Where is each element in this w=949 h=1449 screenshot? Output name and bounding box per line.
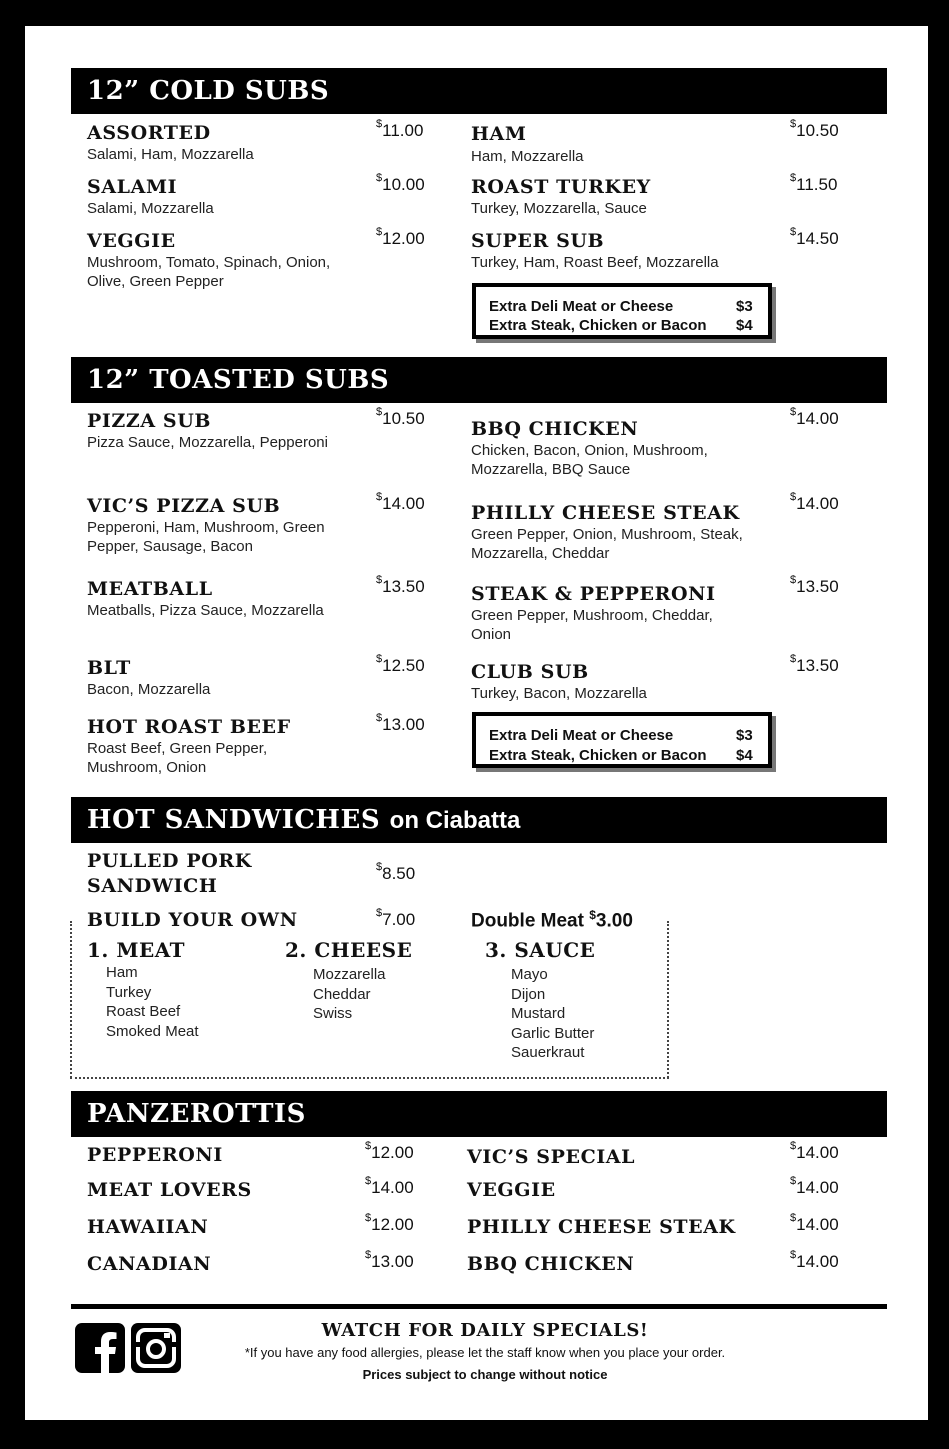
cold-subs-header xyxy=(71,68,887,114)
toasted-subs-header xyxy=(71,357,887,403)
menu-item-name: VEGGIE xyxy=(87,230,176,252)
menu-item-name: PULLED PORK xyxy=(87,850,252,872)
menu-item-price: $14.50 xyxy=(790,226,839,248)
allergy-notice: *If you have any food allergies, please let the staff know when you place your order. xyxy=(244,1345,726,1360)
menu-item-price: $14.00 xyxy=(790,1175,839,1197)
hot-sandwiches-header xyxy=(71,797,887,843)
option-item: Smoked Meat xyxy=(106,1022,199,1040)
double-meat-price: Double Meat $3.00 xyxy=(471,908,633,932)
menu-item-desc: Turkey, Ham, Roast Beef, Mozzarella xyxy=(471,254,719,271)
extra-price: $3 xyxy=(736,298,753,315)
menu-item-desc: Meatballs, Pizza Sauce, Mozzarella xyxy=(87,602,324,619)
cold-subs-title: 12” COLD SUBS xyxy=(87,76,330,106)
facebook-icon[interactable] xyxy=(75,1323,125,1373)
menu-item-desc: Chicken, Bacon, Onion, Mushroom, Mozzarella, BBQ Sauce xyxy=(471,442,708,478)
dotted-border-bottom xyxy=(70,1077,669,1079)
menu-item-price: $11.00 xyxy=(376,118,424,140)
menu-item-price: $12.00 xyxy=(376,226,425,248)
menu-item-desc: Turkey, Mozzarella, Sauce xyxy=(471,200,647,217)
menu-item-name: MEAT LOVERS xyxy=(87,1179,252,1201)
hot-sandwiches-subtitle: on Ciabatta xyxy=(389,807,521,834)
menu-item-desc: Roast Beef, Green Pepper, Mushroom, Onion xyxy=(87,740,268,776)
menu-item-name: SALAMI xyxy=(87,176,178,198)
menu-item-price: $10.50 xyxy=(790,118,839,140)
option-item: Mustard xyxy=(511,1005,566,1022)
extra-label: Extra Steak, Chicken or Bacon xyxy=(489,317,707,334)
panzerottis-header xyxy=(71,1091,887,1137)
toasted-subs-title: 12” TOASTED SUBS xyxy=(87,365,390,395)
menu-item-price: $13.00 xyxy=(376,712,425,734)
menu-item-price: $14.00 xyxy=(790,406,839,428)
menu-item-price: $14.00 xyxy=(365,1175,414,1197)
menu-item-name: BBQ CHICKEN xyxy=(471,418,639,440)
cheese-options xyxy=(313,965,386,1024)
sauce-options xyxy=(511,965,594,1063)
menu-item-name: ASSORTED xyxy=(87,122,211,144)
footer-divider xyxy=(71,1304,887,1309)
menu-item-name: CANADIAN xyxy=(87,1253,212,1275)
build-your-own-title: BUILD YOUR OWN xyxy=(87,909,298,931)
menu-item-price: $13.50 xyxy=(790,574,839,596)
menu-item-desc: Pizza Sauce, Mozzarella, Pepperoni xyxy=(87,434,328,451)
menu-item-desc: Ham, Mozzarella xyxy=(471,148,584,165)
menu-item-desc: Turkey, Bacon, Mozzarella xyxy=(471,685,647,702)
menu-item-name: MEATBALL xyxy=(87,578,213,600)
menu-item-price: $14.00 xyxy=(790,491,839,513)
menu-item-name: VIC’S PIZZA SUB xyxy=(87,495,281,517)
menu-item-name: BBQ CHICKEN xyxy=(467,1253,635,1275)
menu-item-desc: Green Pepper, Mushroom, Cheddar, Onion xyxy=(471,607,713,643)
extra-price: $4 xyxy=(736,317,753,334)
menu-item-price: $10.50 xyxy=(376,406,425,428)
menu-item-desc: Pepperoni, Ham, Mushroom, Green Pepper, Sausage, Bacon xyxy=(87,519,325,555)
panzerottis-title: PANZEROTTIS xyxy=(87,1099,306,1129)
menu-item-name: CLUB SUB xyxy=(471,661,589,683)
menu-item-price: $14.00 xyxy=(790,1212,839,1234)
menu-item-name: VIC’S SPECIAL xyxy=(467,1146,636,1168)
option-item: Mozzarella xyxy=(313,966,386,983)
menu-item-name: SUPER SUB xyxy=(471,230,605,252)
menu-item-price: $13.00 xyxy=(365,1249,414,1271)
menu-item-price: $10.00 xyxy=(376,172,425,194)
option-item: Sauerkraut xyxy=(511,1044,585,1061)
menu-item-desc: Green Pepper, Onion, Mushroom, Steak, Mozzarella, Cheddar xyxy=(471,526,743,562)
prices-notice: Prices subject to change without notice xyxy=(362,1367,608,1382)
build-your-own-price: $7.00 xyxy=(376,907,416,929)
meat-heading: 1. MEAT xyxy=(87,938,186,962)
option-item: Dijon xyxy=(511,985,546,1003)
menu-item-name: SANDWICH xyxy=(87,875,218,897)
extra-label: Extra Deli Meat or Cheese xyxy=(489,298,674,315)
extra-price: $4 xyxy=(736,747,753,764)
extras-box xyxy=(472,283,772,339)
option-item: Roast Beef xyxy=(106,1003,181,1020)
menu-item-price: $14.00 xyxy=(376,491,425,513)
option-item: Ham xyxy=(106,964,138,981)
menu-item-name: PHILLY CHEESE STEAK xyxy=(467,1216,736,1238)
daily-specials-text: WATCH FOR DAILY SPECIALS! xyxy=(321,1320,649,1341)
extras-box xyxy=(472,712,772,768)
option-item: Mayo xyxy=(511,966,548,983)
menu-item-name: VEGGIE xyxy=(467,1179,556,1201)
hot-sandwiches-title: HOT SANDWICHES on Ciabatta xyxy=(87,805,521,835)
menu-item-desc: Salami, Ham, Mozzarella xyxy=(87,146,254,163)
menu-item-name: STEAK & PEPPERONI xyxy=(471,583,716,605)
cheese-heading: 2. CHEESE xyxy=(285,938,413,962)
extra-price: $3 xyxy=(736,727,753,744)
instagram-icon[interactable] xyxy=(131,1323,181,1373)
menu-item-price: $14.00 xyxy=(790,1249,839,1271)
extra-label: Extra Steak, Chicken or Bacon xyxy=(489,747,707,764)
option-item: Garlic Butter xyxy=(511,1024,595,1042)
menu-item-name: PEPPERONI xyxy=(87,1144,223,1166)
meat-options xyxy=(106,963,199,1041)
dotted-border-right xyxy=(667,921,669,1078)
option-item: Swiss xyxy=(313,1005,353,1022)
option-item: Cheddar xyxy=(313,985,371,1003)
menu-item-desc: Bacon, Mozzarella xyxy=(87,681,211,698)
menu-item-price: $13.50 xyxy=(376,574,425,596)
option-item: Turkey xyxy=(106,983,152,1001)
sauce-heading: 3. SAUCE xyxy=(485,938,596,962)
menu-item-price: $12.00 xyxy=(365,1212,414,1234)
menu-item-desc: Salami, Mozzarella xyxy=(87,200,214,217)
menu-item-desc: Mushroom, Tomato, Spinach, Onion, Olive, Green Pepper xyxy=(87,254,331,290)
dotted-border-left xyxy=(70,921,72,1078)
menu-item-price: $12.50 xyxy=(376,653,425,675)
menu-item-price: $8.50 xyxy=(376,861,416,883)
menu-item-price: $13.50 xyxy=(790,653,839,675)
menu-item-name: BLT xyxy=(87,657,131,679)
menu-item-name: PIZZA SUB xyxy=(87,410,212,432)
menu-item-price: $11.50 xyxy=(790,172,838,194)
menu-item-name: HAM xyxy=(471,123,527,145)
menu-item-price: $14.00 xyxy=(790,1140,839,1162)
menu-item-price: $12.00 xyxy=(365,1140,414,1162)
menu-page xyxy=(25,26,928,1420)
menu-item-name: PHILLY CHEESE STEAK xyxy=(471,502,740,524)
extra-label: Extra Deli Meat or Cheese xyxy=(489,727,674,744)
menu-item-name: ROAST TURKEY xyxy=(471,176,651,198)
menu-item-name: HOT ROAST BEEF xyxy=(87,716,291,738)
menu-item-name: HAWAIIAN xyxy=(87,1216,209,1238)
